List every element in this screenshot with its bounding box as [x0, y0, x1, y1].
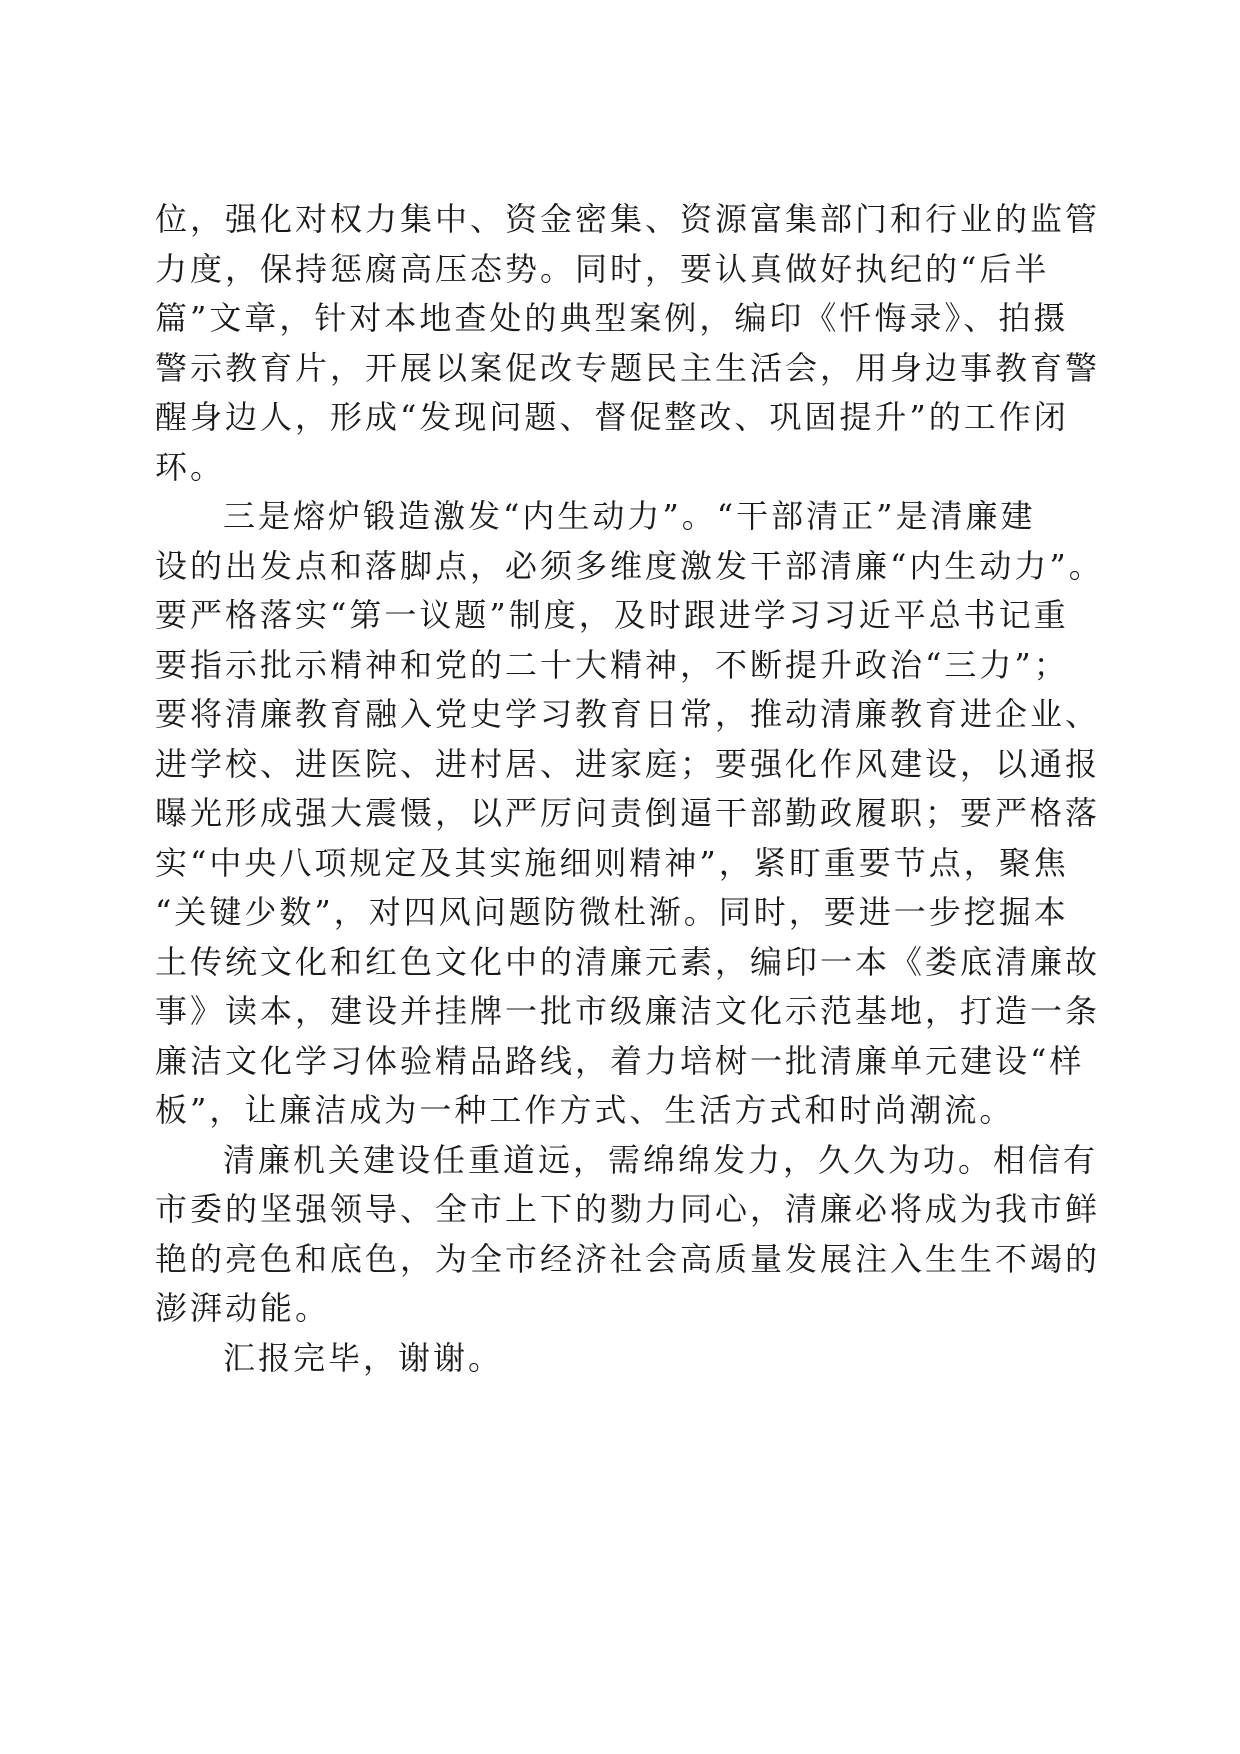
text-line: 要指示批示精神和党的二十大精神，不断提升政治“三力”；	[155, 645, 1069, 684]
text-line: 进学校、进医院、进村居、进家庭；要强化作风建设，以通报	[155, 744, 1101, 783]
text-line: 设的出发点和落脚点，必须多维度激发干部清廉“内生动力”。	[155, 546, 1104, 585]
text-line: 事》读本，建设并挂牌一批市级廉洁文化示范基地，打造一条	[155, 992, 1101, 1030]
text-line: 力度，保持惩腐高压态势。同时，要认真做好执纪的“后半	[155, 249, 1050, 288]
text-line: 艳的亮色和底色，为全市经济社会高质量发展注入生生不竭的	[155, 1239, 1101, 1278]
text-line: 板”，让廉洁成为一种工作方式、生活方式和时尚潮流。	[155, 1091, 1015, 1129]
text-line: 实“中央八项规定及其实施细则精神”，紧盯重要节点，聚焦	[155, 843, 1069, 882]
text-line: 篇”文章，针对本地查处的典型案例，编印《忏悔录》、拍摄	[155, 299, 1069, 337]
text-line: 醒身边人，形成“发现问题、督促整改、巩固提升”的工作闭	[155, 398, 1069, 436]
text-line: 曝光形成强大震慑，以严厉问责倒逼干部勤政履职；要严格落	[155, 794, 1101, 832]
document-body	[155, 195, 1104, 1383]
text-line: “关键少数”，对四风问题防微杜渐。同时，要进一步挖掘本	[155, 893, 1069, 931]
text-line: 警示教育片，开展以案促改专题民主生活会，用身边事教育警	[155, 348, 1101, 387]
text-line: 市委的坚强领导、全市上下的勠力同心，清廉必将成为我市鲜	[155, 1190, 1101, 1228]
paragraph-first-line: 三是熔炉锻造激发“内生动力”。“干部清正”是清廉建	[223, 497, 1036, 535]
text-line: 要严格落实“第一议题”制度，及时跟进学习习近平总书记重	[155, 596, 1069, 634]
text-line: 位，强化对权力集中、资金密集、资源富集部门和行业的监管	[155, 200, 1101, 238]
text-line: 要将清廉教育融入党史学习教育日常，推动清廉教育进企业、	[155, 695, 1101, 733]
closing-line: 汇报完毕，谢谢。	[223, 1338, 504, 1377]
text-line: 土传统文化和红色文化中的清廉元素，编印一本《娄底清廉故	[155, 942, 1101, 981]
text-line: 环。	[155, 447, 226, 486]
text-line: 廉洁文化学习体验精品路线，着力培树一批清廉单元建设“样	[155, 1041, 1085, 1080]
text-line: 澎湃动能。	[155, 1289, 331, 1327]
paragraph-first-line: 清廉机关建设任重道远，需绵绵发力，久久为功。相信有	[223, 1140, 1099, 1179]
